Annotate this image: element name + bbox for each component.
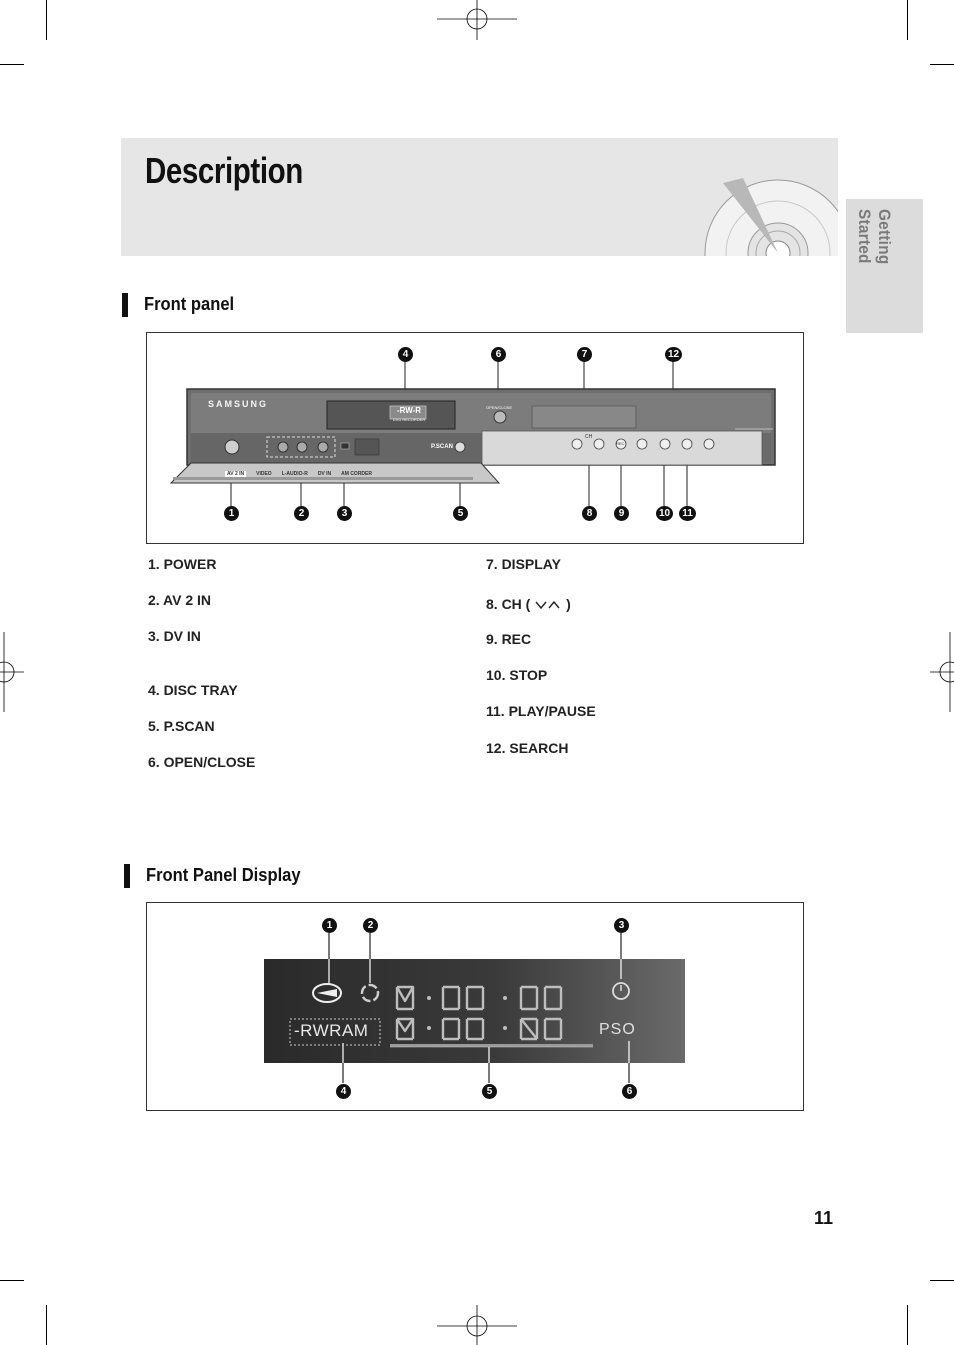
chevron-down-up-icon bbox=[534, 599, 562, 611]
disc-icon bbox=[703, 178, 838, 256]
page-title: Description bbox=[145, 150, 303, 191]
display-callout-5: 5 bbox=[482, 1084, 497, 1099]
front-panel-display-heading: Front Panel Display bbox=[146, 865, 301, 885]
strip-audio: L-AUDIO-R bbox=[281, 471, 308, 477]
display-callout-2: 2 bbox=[363, 918, 378, 933]
front-panel-heading: Front panel bbox=[144, 294, 235, 314]
rec-label: REC bbox=[616, 441, 625, 446]
item-display: 7. DISPLAY bbox=[486, 556, 561, 572]
registration-mark-top bbox=[437, 0, 517, 40]
page-number: 11 bbox=[814, 1208, 834, 1228]
registration-mark-right bbox=[930, 632, 954, 712]
bottom-strip bbox=[225, 471, 372, 477]
front-panel-figure bbox=[146, 332, 804, 544]
side-tab-label: Getting Started bbox=[855, 209, 894, 265]
tray-logo: -RW-R bbox=[396, 406, 422, 415]
open-close-label: OPEN/CLOSE bbox=[486, 405, 513, 410]
device-brand: SAMSUNG bbox=[208, 399, 269, 409]
item-search: 12. SEARCH bbox=[486, 740, 569, 756]
title-band bbox=[121, 138, 838, 256]
side-tab bbox=[846, 199, 923, 333]
item-av2in: 2. AV 2 IN bbox=[148, 592, 212, 608]
item-disc-tray: 4. DISC TRAY bbox=[148, 682, 238, 698]
pscan-label: P.SCAN bbox=[431, 444, 453, 450]
callout-2: 2 bbox=[294, 506, 309, 521]
callout-11: 11 bbox=[679, 506, 696, 521]
callout-8: 8 bbox=[582, 506, 597, 521]
front-display-figure bbox=[146, 902, 804, 1111]
callout-5: 5 bbox=[453, 506, 468, 521]
callout-6: 6 bbox=[491, 347, 506, 362]
strip-video: VIDEO bbox=[256, 471, 272, 477]
display-callout-4: 4 bbox=[336, 1084, 351, 1099]
item-ch bbox=[486, 596, 571, 612]
item-play-pause: 11. PLAY/PAUSE bbox=[486, 703, 596, 719]
callout-10: 10 bbox=[656, 506, 673, 521]
section-marker-2 bbox=[124, 864, 130, 888]
tray-sub: DVD RECORDER bbox=[392, 417, 426, 422]
callout-7: 7 bbox=[577, 347, 592, 362]
item-open-close: 6. OPEN/CLOSE bbox=[148, 754, 256, 770]
registration-mark-left bbox=[0, 632, 24, 712]
strip-camcorder: AM CORDER bbox=[341, 471, 372, 477]
item-ch-close: ) bbox=[566, 596, 571, 612]
item-power: 1. POWER bbox=[148, 556, 217, 572]
callout-12: 12 bbox=[665, 347, 682, 362]
display-illustration bbox=[147, 903, 803, 1110]
callout-1: 1 bbox=[224, 506, 239, 521]
display-callout-3: 3 bbox=[614, 918, 629, 933]
item-pscan: 5. P.SCAN bbox=[148, 718, 215, 734]
strip-av2in: AV 2 IN bbox=[227, 471, 245, 477]
item-ch-label: 8. CH ( bbox=[486, 596, 531, 612]
ch-label: CH bbox=[585, 434, 593, 440]
item-rec: 9. REC bbox=[486, 631, 532, 647]
section-marker bbox=[122, 293, 128, 317]
callout-4: 4 bbox=[398, 347, 413, 362]
dvd-recorder-illustration bbox=[147, 333, 803, 543]
registration-mark-bottom bbox=[437, 1305, 517, 1345]
item-dvin: 3. DV IN bbox=[148, 628, 201, 644]
display-callout-6: 6 bbox=[622, 1084, 637, 1099]
pso-label: PSO bbox=[599, 1021, 636, 1038]
rw-ram-label: -RWRAM bbox=[294, 1021, 369, 1040]
strip-dvin: DV IN bbox=[317, 471, 332, 477]
display-callout-1: 1 bbox=[322, 918, 337, 933]
callout-3: 3 bbox=[337, 506, 352, 521]
callout-9: 9 bbox=[614, 506, 629, 521]
item-stop: 10. STOP bbox=[486, 667, 548, 683]
